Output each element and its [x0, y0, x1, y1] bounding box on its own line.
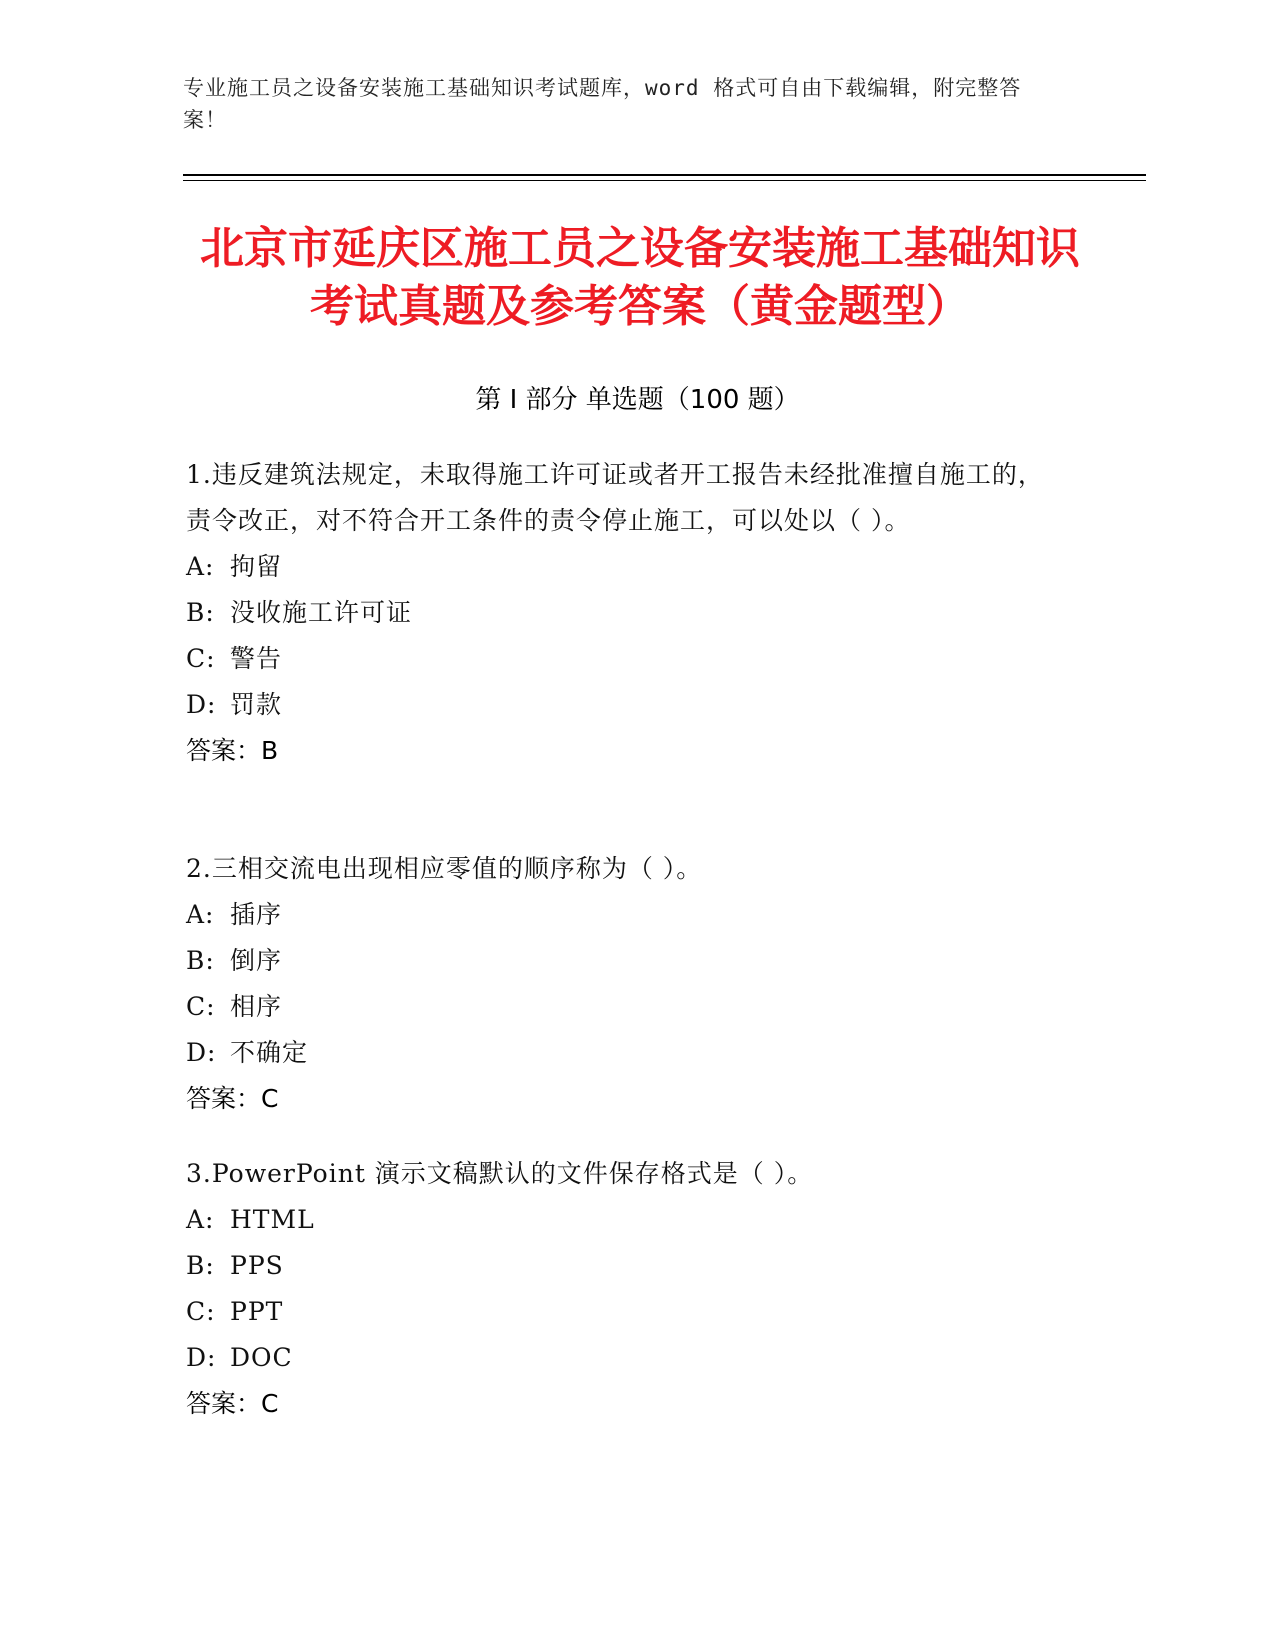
question-1	[186, 452, 1066, 774]
header-note: 专业施工员之设备安装施工基础知识考试题库，word 格式可自由下载编辑，附完整答案！	[183, 76, 1022, 132]
question-2	[186, 846, 1066, 1122]
question-text: 1.违反建筑法规定，未取得施工许可证或者开工报告未经批准擅自施工的，责令改正，对不符合开工条件的责令停止施工，可以处以（ ）。	[186, 460, 1044, 535]
option-letter: A:	[186, 1205, 215, 1234]
option-text: DOC	[230, 1343, 293, 1372]
option-text: HTML	[230, 1205, 315, 1234]
option-letter: D:	[186, 690, 217, 719]
option-d	[186, 1030, 1066, 1076]
question-3	[186, 1151, 1066, 1427]
option-b	[186, 1243, 1066, 1289]
option-text: 拘留	[230, 552, 283, 581]
answer-line: 答案：B	[186, 736, 279, 765]
option-letter: C:	[186, 992, 216, 1021]
option-b	[186, 938, 1066, 984]
option-a	[186, 544, 1066, 590]
answer-line: 答案：C	[186, 1389, 279, 1418]
option-letter: A:	[186, 900, 215, 929]
option-c	[186, 984, 1066, 1030]
option-letter: D:	[186, 1038, 217, 1067]
option-a	[186, 1197, 1066, 1243]
option-text: PPS	[230, 1251, 284, 1280]
option-text: 罚款	[230, 690, 283, 719]
option-letter: C:	[186, 1297, 216, 1326]
option-text: 不确定	[230, 1038, 309, 1067]
option-letter: B:	[186, 946, 215, 975]
question-text: 2.三相交流电出现相应零值的顺序称为（ ）。	[186, 854, 703, 883]
option-text: 相序	[230, 992, 283, 1021]
header-divider-thin	[183, 180, 1146, 181]
option-letter: C:	[186, 644, 216, 673]
option-c	[186, 636, 1066, 682]
option-d	[186, 1335, 1066, 1381]
answer-line: 答案：C	[186, 1084, 279, 1113]
option-b	[186, 590, 1066, 636]
option-text: 插序	[230, 900, 283, 929]
option-text: 警告	[230, 644, 283, 673]
document-title: 北京市延庆区施工员之设备安装施工基础知识考试真题及参考答案（黄金题型）	[200, 223, 1080, 332]
header-divider-thick	[183, 174, 1146, 176]
option-text: 没收施工许可证	[230, 598, 413, 627]
option-text: 倒序	[230, 946, 283, 975]
option-text: PPT	[230, 1297, 284, 1326]
section-title: 第 I 部分 单选题（100 题）	[475, 385, 800, 415]
option-letter: D:	[186, 1343, 217, 1372]
option-letter: B:	[186, 1251, 215, 1280]
question-text: 3.PowerPoint 演示文稿默认的文件保存格式是（ ）。	[186, 1159, 814, 1188]
option-d	[186, 682, 1066, 728]
option-letter: B:	[186, 598, 215, 627]
option-letter: A:	[186, 552, 215, 581]
option-a	[186, 892, 1066, 938]
option-c	[186, 1289, 1066, 1335]
